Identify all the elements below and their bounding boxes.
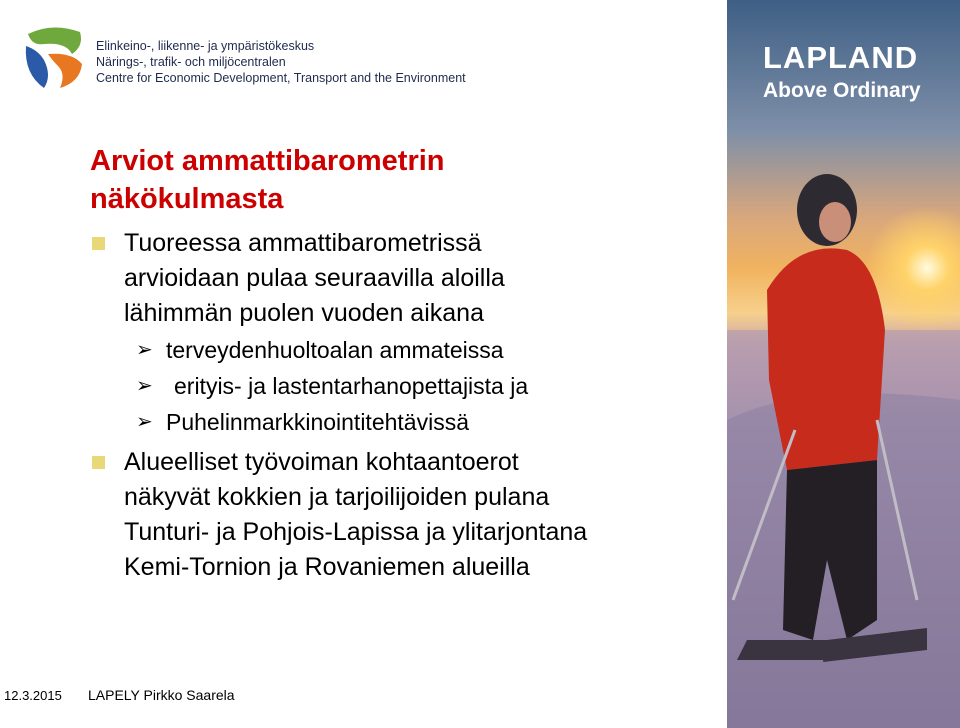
bullet-item bbox=[90, 226, 720, 331]
sub-bullet-text: erityis- ja lastentarhanopettajista ja bbox=[174, 373, 529, 399]
sub-bullet-text: terveydenhuoltoalan ammateissa bbox=[166, 337, 504, 363]
sub-bullet-item bbox=[90, 369, 720, 403]
org-name-english: Centre for Economic Development, Transport and the Environment bbox=[96, 71, 466, 85]
bullet-line: lähimmän puolen vuoden aikana bbox=[124, 299, 484, 327]
sub-bullet-text: Puhelinmarkkinointitehtävissä bbox=[166, 409, 469, 435]
brand-subtitle: Above Ordinary bbox=[763, 79, 921, 102]
sub-bullet-item bbox=[90, 405, 720, 439]
organization-name bbox=[96, 38, 466, 86]
slide-title-line-2: näkökulmasta bbox=[90, 183, 284, 215]
bullet-line: Tuoreessa ammattibarometrissä bbox=[124, 229, 482, 257]
slide-title bbox=[90, 142, 445, 218]
slide-content bbox=[90, 226, 720, 585]
bullet-line: Kemi-Tornion ja Rovaniemen alueilla bbox=[124, 553, 530, 581]
lapland-photo bbox=[727, 0, 960, 728]
footer-author: LAPELY Pirkko Saarela bbox=[88, 687, 235, 703]
org-name-finnish: Elinkeino-, liikenne- ja ympäristökeskus bbox=[96, 39, 315, 53]
lapland-brand bbox=[763, 40, 921, 104]
footer-date: 12.3.2015 bbox=[4, 688, 62, 703]
square-bullet-icon bbox=[92, 237, 105, 250]
bullet-line: Tunturi- ja Pohjois-Lapissa ja ylitarjontana bbox=[124, 518, 588, 546]
slide-title-line-1: Arviot ammattibarometrin bbox=[90, 145, 445, 177]
bullet-line: arvioidaan pulaa seuraavilla aloilla bbox=[124, 264, 505, 292]
org-name-swedish: Närings-, trafik- och miljöcentralen bbox=[96, 55, 286, 69]
arrow-bullet-icon: ➢ bbox=[136, 411, 153, 433]
square-bullet-icon bbox=[92, 456, 105, 469]
brand-title: LAPLAND bbox=[763, 40, 919, 75]
sub-bullet-item bbox=[90, 333, 720, 367]
arrow-bullet-icon: ➢ bbox=[136, 375, 153, 397]
bullet-item bbox=[90, 445, 720, 585]
ely-logo bbox=[22, 24, 88, 92]
bullet-line: näkyvät kokkien ja tarjoilijoiden pulana bbox=[124, 483, 550, 511]
bullet-line: Alueelliset työvoiman kohtaantoerot bbox=[124, 448, 519, 476]
arrow-bullet-icon: ➢ bbox=[136, 339, 153, 361]
